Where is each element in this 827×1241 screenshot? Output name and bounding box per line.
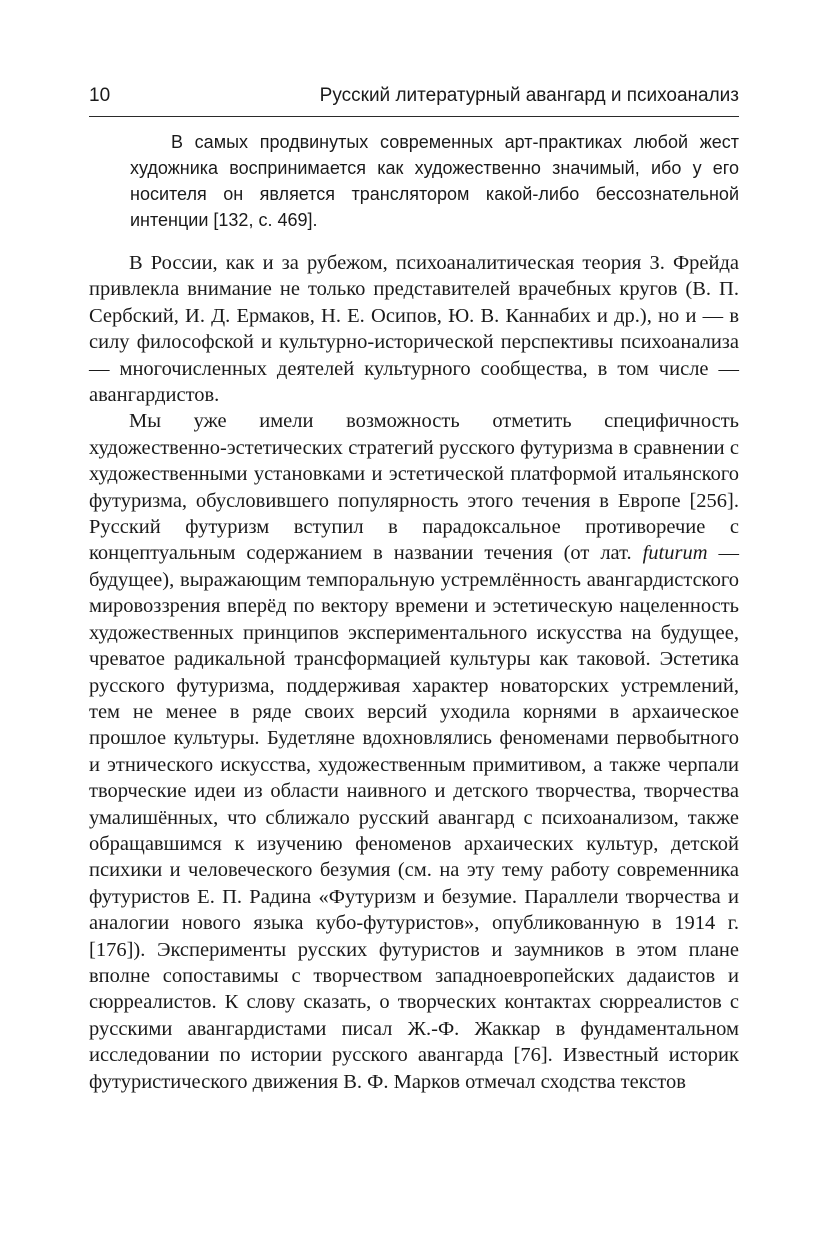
page-number: 10 [89,85,111,106]
body-text [89,250,739,1095]
page-header [89,84,739,112]
paragraph-1: В России, как и за рубежом, психоаналитическая теория З. Фрейда привлекла внимание не только представителей врачебных кругов (В. П. Сербский, И. Д. Ермаков, Н. Е. Осипов, Ю. В. Каннабих и др.), но и — в силу философской и культурно-исторической перспективы психоанализа — многочисленных деятелей культурного сообщества, в том числе — авангардистов. [89,252,739,407]
epigraph-quote: В самых продвинутых современных арт-практиках любой жест художника воспринимается как художественно значимый, ибо у его носителя он является транслятором какой-либо бессознательной интенции [132, с. 469]. [130,132,739,230]
header-rule [89,116,739,117]
running-title: Русский литературный авангард и психоанализ [319,85,739,106]
paragraph-2 [89,408,739,1095]
book-page [89,0,739,1241]
paragraph-2-part-1: Мы уже имели возможность отметить специфичность художественно-эстетических стратегий русского футуризма в сравнении с художественными установками и эстетической платформой итальянского футуризма, обусловившего популярность этого течения в Европе [256]. Русский футуризм вступил в парадоксальное противоречие с концептуальным содержанием в названии течения (от лат. [89,410,739,565]
latin-term-futurum: futurum [642,542,708,565]
paragraph-2-part-2: — будущее), выражающим темпоральную устремлённость авангардистского мировоззрения вперёд по вектору времени и эстетическую нацеленность художественных принципов экспериментального искусства на будущее, чреватое радикальной трансформацией культуры как таковой. Эстетика русского футуризма, поддерживая характер новаторских устремлений, тем не менее в ряде своих версий уходила корнями в архаическое прошлое культуры. Будетляне вдохновлялись феноменами первобытного и этнического искусства, художественным примитивом, а также черпали творческие идеи из области наивного и детского творчества, творчества умалишённых, что сближало русский авангард с психоанализом, также обращавшимся к изучению феноменов архаических культур, детской психики и человеческого безумия (см. на эту тему работу современника футуристов Е. П. Радина «Футуризм и безумие. Параллели творчества и аналогии нового языка кубо-футуристов», опубликованную в 1914 г. [176]). Эксперименты русских футуристов и заумников в этом плане вполне сопоставимы с творчеством западноевропейских дадаистов и сюрреалистов. К слову сказать, о творческих контактах сюрреалистов с русскими авангардистами писал Ж.-Ф. Жаккар в фундаментальном исследовании по истории русского авангарда [76]. Известный историк футуристического движения В. Ф. Марков отмечал сходства текстов [89,542,739,1093]
